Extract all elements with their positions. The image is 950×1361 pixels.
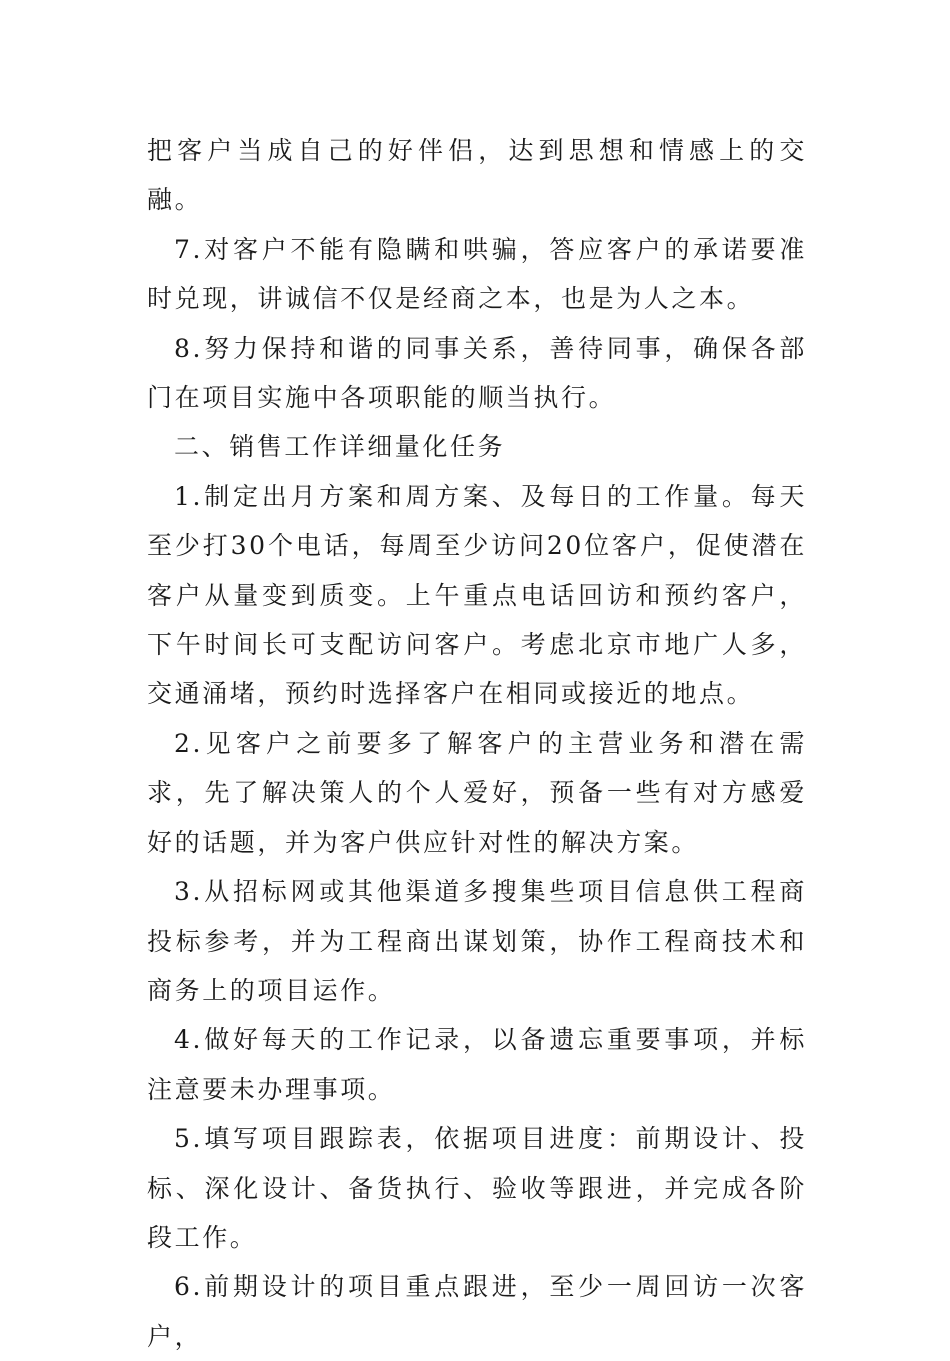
paragraph-item-7: 7.对客户不能有隐瞒和哄骗，答应客户的承诺要准时兑现，讲诚信不仅是经商之本，也是为人之本。	[147, 234, 807, 314]
paragraph-task-2: 2.见客户之前要多了解客户的主营业务和潜在需求，先了解决策人的个人爱好，预备一些有对方感爱好的话题，并为客户供应针对性的解决方案。	[147, 728, 807, 857]
section-heading: 二、销售工作详细量化任务	[174, 432, 506, 462]
paragraph-task-3: 3.从招标网或其他渠道多搜集些项目信息供工程商投标参考，并为工程商出谋划策，协作工程商技术和商务上的项目运作。	[147, 877, 807, 1005]
paragraph-task-4: 4.做好每天的工作记录，以备遗忘重要事项，并标注意要未办理事项。	[147, 1025, 807, 1104]
paragraph-task-5: 5.填写项目跟踪表，依据项目进度：前期设计、投标、深化设计、备货执行、验收等跟进，并完成各阶段工作。	[147, 1124, 807, 1252]
paragraph-task-6: 6.前期设计的项目重点跟进，至少一周回访一次客户，	[147, 1272, 807, 1351]
paragraph-task-1: 1.制定出月方案和周方案、及每日的工作量。每天至少打30个电话，每周至少访问20位客户，促使潜在客户从量变到质变。上午重点电话回访和预约客户，下午时间长可支配访问客户。考虑北京市地广人多，交通涌堵，预约时选择客户在相同或接近的地点。	[147, 481, 807, 709]
paragraph-continuation: 把客户当成自己的好伴侣，达到思想和情感上的交融。	[147, 136, 807, 215]
document-body	[147, 126, 807, 1361]
paragraph-item-8: 8.努力保持和谐的同事关系，善待同事，确保各部门在项目实施中各项职能的顺当执行。	[147, 333, 807, 413]
